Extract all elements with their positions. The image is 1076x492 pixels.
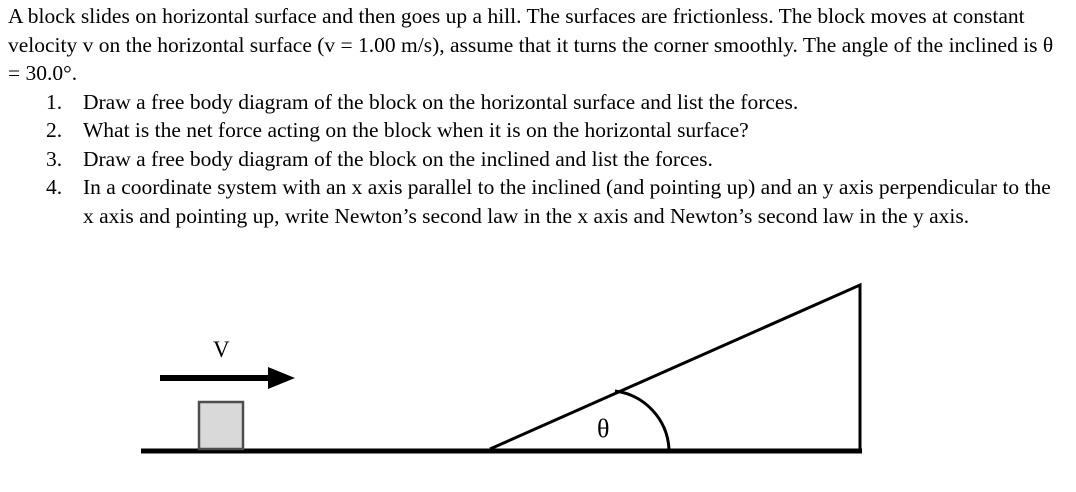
block — [199, 402, 243, 449]
question-number: 2. — [46, 118, 63, 142]
velocity-arrow-head — [268, 367, 295, 389]
angle-arc — [615, 391, 669, 449]
question-number: 3. — [46, 146, 63, 171]
question-text: Draw a free body diagram of the block on the inclined and list the forces. — [83, 146, 713, 171]
velocity-label: V — [213, 337, 230, 362]
incline-slope — [490, 285, 860, 449]
angle-theta-label: θ — [597, 414, 610, 443]
question-text: What is the net force acting on the block when it is on the horizontal surface? — [83, 118, 749, 142]
question-text: Draw a free body diagram of the block on the horizontal surface and list the forces. — [83, 89, 799, 114]
question-text: In a coordinate system with an x axis parallel to the inclined (and pointing up) and an y axis perpendicular to the x axis and pointing up, write Newton’s second law in the x axis and Newton’s second law in the y axis. — [83, 175, 1051, 228]
problem-intro: A block slides on horizontal surface and then goes up a hill. The surfaces are frictionless. The block moves at constant velocity v on the horizontal surface (v = 1.00 m/s), assume that it turns the corner smoothly. The angle of the inclined is θ = 30.0°. — [8, 4, 1054, 85]
question-number: 4. — [46, 175, 63, 199]
question-number: 1. — [46, 89, 63, 114]
